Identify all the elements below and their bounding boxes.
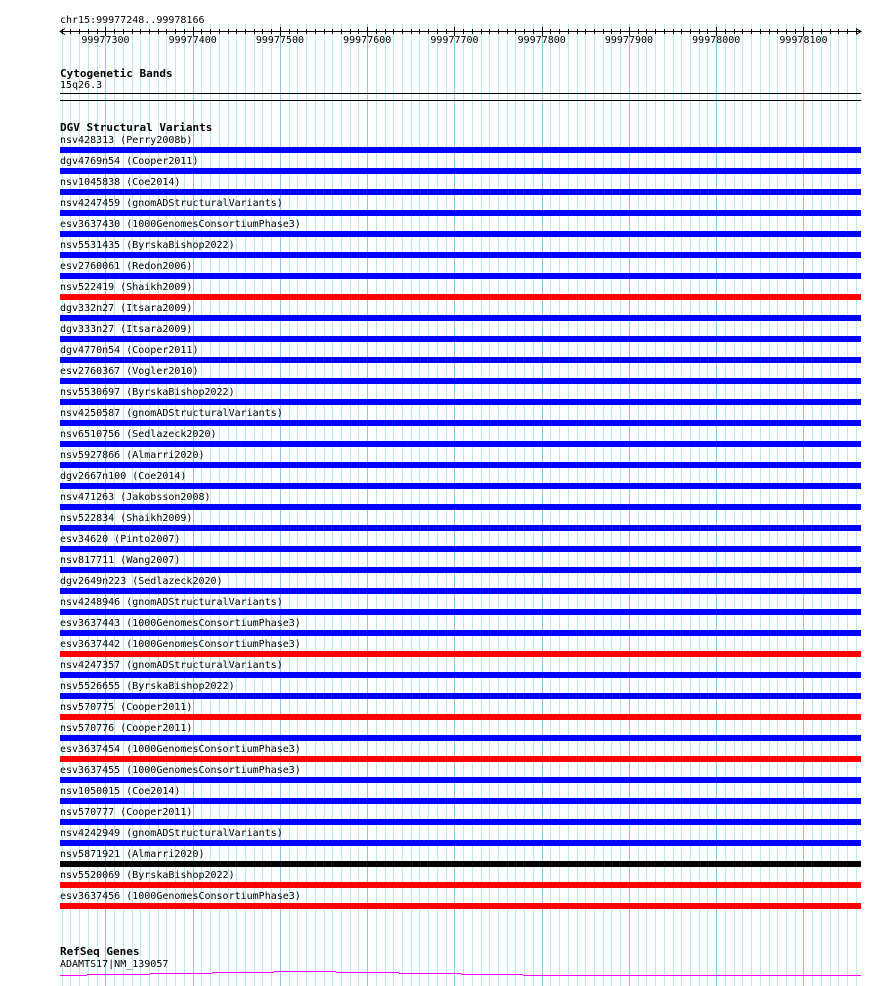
variant-label[interactable]: nsv4242949 (gnomADStructuralVariants) <box>60 828 283 839</box>
variant-label[interactable]: nsv5531435 (ByrskaBishop2022) <box>60 240 235 251</box>
refseq-track-title: RefSeq Genes <box>60 945 140 958</box>
variant-bar-gain[interactable] <box>60 567 861 573</box>
variant-bar-gain[interactable] <box>60 462 861 468</box>
variant-bar-gain[interactable] <box>60 504 861 510</box>
variant-bar-both[interactable] <box>60 861 861 867</box>
variant-bar-gain[interactable] <box>60 252 861 258</box>
variant-bar-gain[interactable] <box>60 336 861 342</box>
ruler-tick-label: 99977500 <box>255 35 305 46</box>
variant-bar-gain[interactable] <box>60 546 861 552</box>
variant-bar-gain[interactable] <box>60 819 861 825</box>
variant-label[interactable]: esv3637443 (1000GenomesConsortiumPhase3) <box>60 618 301 629</box>
cytoband-track-title: Cytogenetic Bands <box>60 67 173 80</box>
variant-bar-gain[interactable] <box>60 231 861 237</box>
ruler-tick-label: 99977700 <box>430 35 479 46</box>
variant-bar-loss[interactable] <box>60 756 861 762</box>
variant-bar-gain[interactable] <box>60 273 861 279</box>
variant-bar-gain[interactable] <box>60 609 861 615</box>
cytoband-label[interactable]: 15q26.3 <box>60 80 103 91</box>
variant-label[interactable]: nsv570776 (Cooper2011) <box>60 723 193 734</box>
variant-bar-gain[interactable] <box>60 672 861 678</box>
variant-bar-loss[interactable] <box>60 714 861 720</box>
variant-label[interactable]: nsv522834 (Shaikh2009) <box>60 513 193 524</box>
variant-label[interactable]: nsv5871921 (Almarri2020) <box>60 849 205 860</box>
ruler-tick-label: 99977400 <box>168 35 217 46</box>
variant-bar-loss[interactable] <box>60 903 861 909</box>
variant-label[interactable]: dgv2667n100 (Coe2014) <box>60 471 187 482</box>
variant-label[interactable]: dgv2649n223 (Sedlazeck2020) <box>60 576 223 587</box>
variant-label[interactable]: nsv5927866 (Almarri2020) <box>60 450 205 461</box>
variant-label[interactable]: esv2760367 (Vogler2010) <box>60 366 199 377</box>
variant-label[interactable]: nsv4248946 (gnomADStructuralVariants) <box>60 597 283 608</box>
ruler-scale[interactable] <box>0 0 890 60</box>
variant-label[interactable]: nsv817711 (Wang2007) <box>60 555 181 566</box>
variant-bar-gain[interactable] <box>60 315 861 321</box>
variant-label[interactable]: esv3637454 (1000GenomesConsortiumPhase3) <box>60 744 301 755</box>
ruler-tick-label: 99977900 <box>604 35 654 46</box>
variant-label[interactable]: dgv4770n54 (Cooper2011) <box>60 345 199 356</box>
variant-label[interactable]: nsv1045838 (Coe2014) <box>60 177 181 188</box>
variant-bar-loss[interactable] <box>60 651 861 657</box>
variant-label[interactable]: nsv428313 (Perry2008b) <box>60 135 193 146</box>
variant-label[interactable]: nsv5526655 (ByrskaBishop2022) <box>60 681 235 692</box>
variant-label[interactable]: esv3637442 (1000GenomesConsortiumPhase3) <box>60 639 301 650</box>
variant-label[interactable]: nsv6510756 (Sedlazeck2020) <box>60 429 217 440</box>
ruler-tick-label: 99978100 <box>779 35 828 46</box>
variant-bar-gain[interactable] <box>60 483 861 489</box>
variant-bar-gain[interactable] <box>60 399 861 405</box>
variant-bar-gain[interactable] <box>60 798 861 804</box>
dgv-track-title: DGV Structural Variants <box>60 121 213 134</box>
variant-label[interactable]: dgv333n27 (Itsara2009) <box>60 324 193 335</box>
ruler-tick-label: 99977300 <box>81 35 130 46</box>
variant-label[interactable]: nsv570777 (Cooper2011) <box>60 807 193 818</box>
variant-label[interactable]: nsv1050015 (Coe2014) <box>60 786 181 797</box>
variant-bar-gain[interactable] <box>60 441 861 447</box>
variant-label[interactable]: nsv522419 (Shaikh2009) <box>60 282 193 293</box>
variant-bar-gain[interactable] <box>60 630 861 636</box>
variant-bar-loss[interactable] <box>60 882 861 888</box>
variant-bar-gain[interactable] <box>60 189 861 195</box>
variant-label[interactable]: esv3637430 (1000GenomesConsortiumPhase3) <box>60 219 301 230</box>
cytoband-line <box>60 93 861 94</box>
variant-label[interactable]: nsv471263 (Jakobsson2008) <box>60 492 211 503</box>
location-label: chr15:99977248..99978166 <box>60 15 205 26</box>
variant-label[interactable]: nsv570775 (Cooper2011) <box>60 702 193 713</box>
variant-bar-loss[interactable] <box>60 294 861 300</box>
variant-bar-gain[interactable] <box>60 693 861 699</box>
gene-label[interactable]: ADAMTS17|NM_139057 <box>60 959 169 970</box>
variant-bar-gain[interactable] <box>60 420 861 426</box>
variant-label[interactable]: esv3637456 (1000GenomesConsortiumPhase3) <box>60 891 301 902</box>
variant-bar-gain[interactable] <box>60 378 861 384</box>
variant-label[interactable]: nsv4250587 (gnomADStructuralVariants) <box>60 408 283 419</box>
variant-bar-gain[interactable] <box>60 777 861 783</box>
variant-label[interactable]: esv3637455 (1000GenomesConsortiumPhase3) <box>60 765 301 776</box>
variant-bar-gain[interactable] <box>60 210 861 216</box>
variant-bar-gain[interactable] <box>60 525 861 531</box>
variant-bar-gain[interactable] <box>60 588 861 594</box>
variant-bar-gain[interactable] <box>60 168 861 174</box>
variant-label[interactable]: dgv332n27 (Itsara2009) <box>60 303 193 314</box>
variant-label[interactable]: nsv4247459 (gnomADStructuralVariants) <box>60 198 283 209</box>
variant-label[interactable]: nsv5520069 (ByrskaBishop2022) <box>60 870 235 881</box>
ruler-tick-label: 99977600 <box>343 35 392 46</box>
ruler-tick-label: 99978000 <box>692 35 741 46</box>
ruler-tick-label: 99977800 <box>517 35 566 46</box>
variant-bar-gain[interactable] <box>60 357 861 363</box>
variant-label[interactable]: nsv4247357 (gnomADStructuralVariants) <box>60 660 283 671</box>
variant-label[interactable]: nsv5530697 (ByrskaBishop2022) <box>60 387 235 398</box>
variant-bar-gain[interactable] <box>60 735 861 741</box>
variant-label[interactable]: dgv4769n54 (Cooper2011) <box>60 156 199 167</box>
variant-bar-gain[interactable] <box>60 840 861 846</box>
variant-label[interactable]: esv34620 (Pinto2007) <box>60 534 181 545</box>
variant-bar-gain[interactable] <box>60 147 861 153</box>
variant-label[interactable]: esv2760061 (Redon2006) <box>60 261 193 272</box>
track-divider <box>60 100 861 101</box>
